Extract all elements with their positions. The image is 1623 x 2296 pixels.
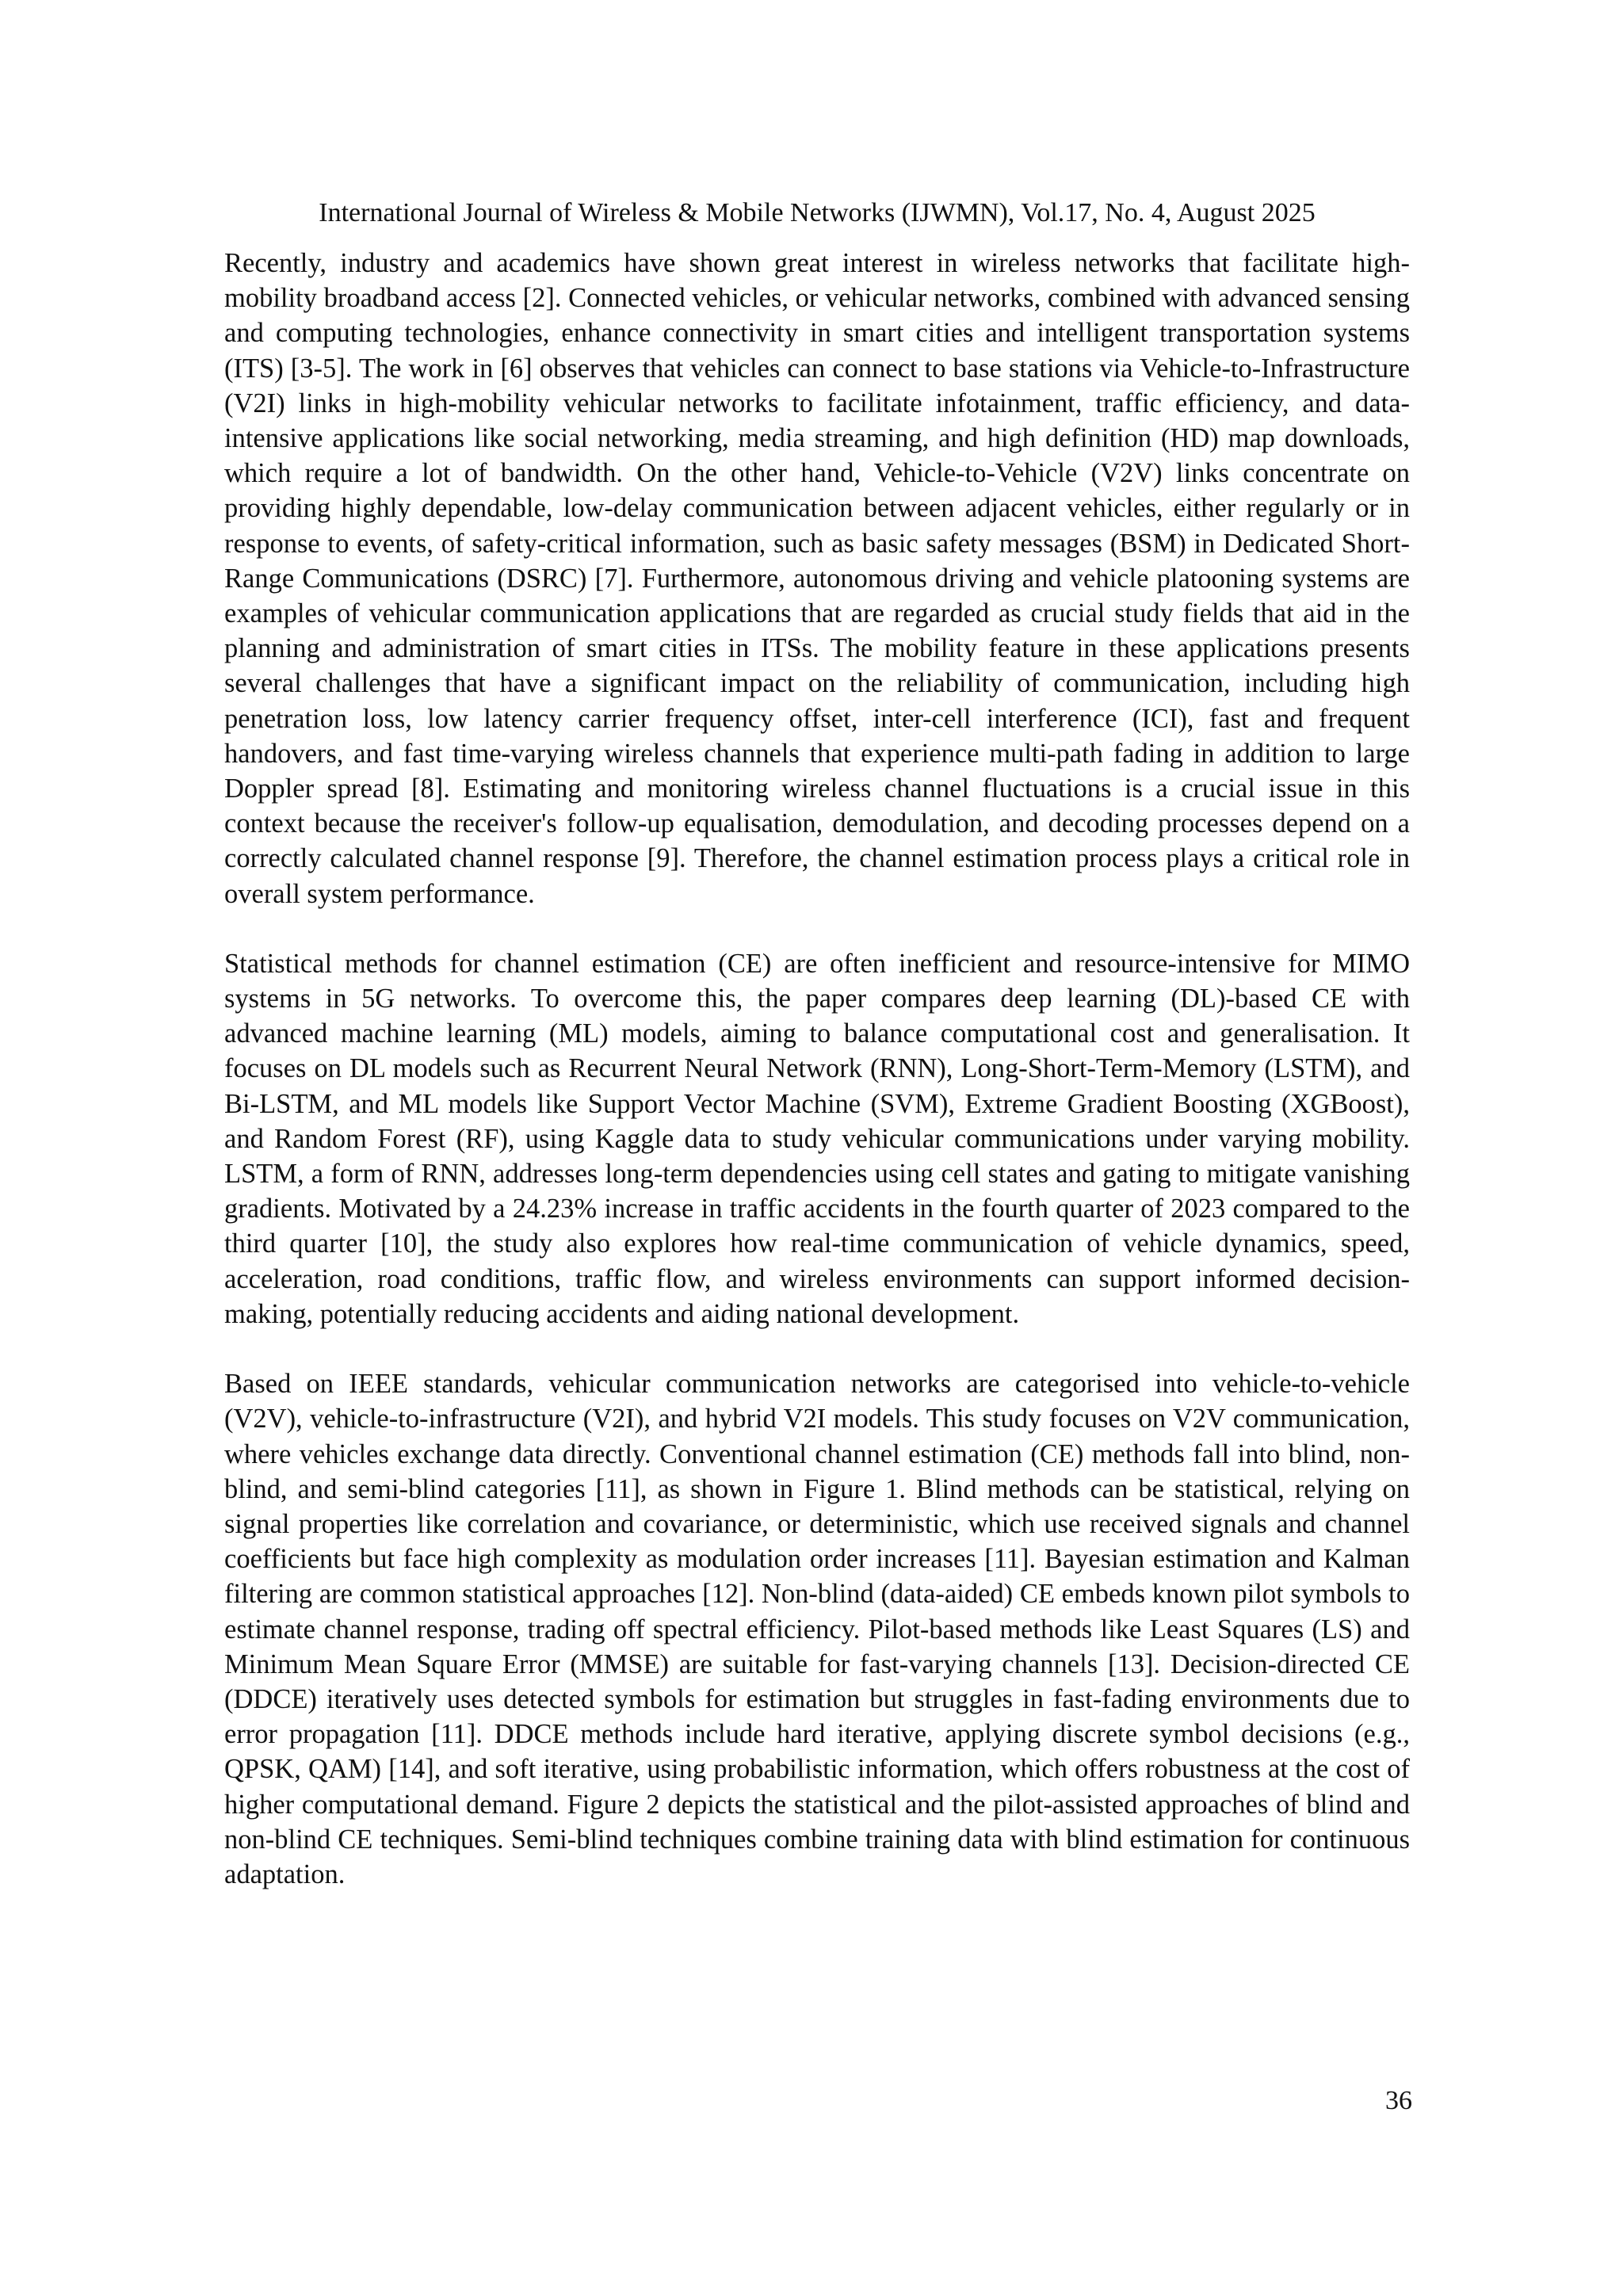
paragraph-3: Based on IEEE standards, vehicular communication networks are categorised into vehicle-to-vehicle (V2V), vehicle-to-infrastructure (V2I), and hybrid V2I models. This study focuses on V2V communication, where vehicles exchange data directly. Conventional channel estimation (CE) methods fall into blind, non-blind, and semi-blind categories [11], as shown in Figure 1. Blind methods can be statistical, relying on signal properties like correlation and covariance, or deterministic, which use received signals and channel coefficients but face high complexity as modulation order increases [11]. Bayesian estimation and Kalman filtering are common statistical approaches [12]. Non-blind (data-aided) CE embeds known pilot symbols to estimate channel response, trading off spectral efficiency. Pilot-based methods like Least Squares (LS) and Minimum Mean Square Error (MMSE) are suitable for fast-varying channels [13]. Decision-directed CE (DDCE) iteratively uses detected symbols for estimation but struggles in fast-fading environments due to error propagation [11]. DDCE methods include hard iterative, applying discrete symbol decisions (e.g., QPSK, QAM) [14], and soft iterative, using probabilistic information, which offers robustness at the cost of higher computational demand. Figure 2 depicts the statistical and the pilot-assisted approaches of blind and non-blind CE techniques. Semi-blind techniques combine training data with blind estimation for continuous adaptation.: [224, 1369, 1410, 1889]
running-header: International Journal of Wireless & Mobile Networks (IJWMN), Vol.17, No. 4, August 2025: [319, 198, 1316, 227]
page-number: 36: [1385, 2086, 1412, 2115]
body-text: [224, 246, 1410, 1892]
paragraph-2: Statistical methods for channel estimation (CE) are often inefficient and resource-intensive for MIMO systems in 5G networks. To overcome this, the paper compares deep learning (DL)-based CE with advanced machine learning (ML) models, aiming to balance computational cost and generalisation. It focuses on DL models such as Recurrent Neural Network (RNN), Long-Short-Term-Memory (LSTM), and Bi-LSTM, and ML models like Support Vector Machine (SVM), Extreme Gradient Boosting (XGBoost), and Random Forest (RF), using Kaggle data to study vehicular communications under varying mobility. LSTM, a form of RNN, addresses long-term dependencies using cell states and gating to mitigate vanishing gradients. Motivated by a 24.23% increase in traffic accidents in the fourth quarter of 2023 compared to the third quarter [10], the study also explores how real-time communication of vehicle dynamics, speed, acceleration, road conditions, traffic flow, and wireless environments can support informed decision-making, potentially reducing accidents and aiding national development.: [224, 948, 1410, 1329]
paragraph-1: Recently, industry and academics have shown great interest in wireless networks that facilitate high-mobility broadband access [2]. Connected vehicles, or vehicular networks, combined with advanced sensing and computing technologies, enhance connectivity in smart cities and intelligent transportation systems (ITS) [3-5]. The work in [6] observes that vehicles can connect to base stations via Vehicle-to-Infrastructure (V2I) links in high-mobility vehicular networks to facilitate infotainment, traffic efficiency, and data-intensive applications like social networking, media streaming, and high definition (HD) map downloads, which require a lot of bandwidth. On the other hand, Vehicle-to-Vehicle (V2V) links concentrate on providing highly dependable, low-delay communication between adjacent vehicles, either regularly or in response to events, of safety-critical information, such as basic safety messages (BSM) in Dedicated Short-Range Communications (DSRC) [7]. Furthermore, autonomous driving and vehicle platooning systems are examples of vehicular communication applications that are regarded as crucial study fields that aid in the planning and administration of smart cities in ITSs. The mobility feature in these applications presents several challenges that have a significant impact on the reliability of communication, including high penetration loss, low latency carrier frequency offset, inter-cell interference (ICI), fast and frequent handovers, and fast time-varying wireless channels that experience multi-path fading in addition to large Doppler spread [8]. Estimating and monitoring wireless channel fluctuations is a crucial issue in this context because the receiver's follow-up equalisation, demodulation, and decoding processes depend on a correctly calculated channel response [9]. Therefore, the channel estimation process plays a critical role in overall system performance.: [224, 248, 1410, 909]
